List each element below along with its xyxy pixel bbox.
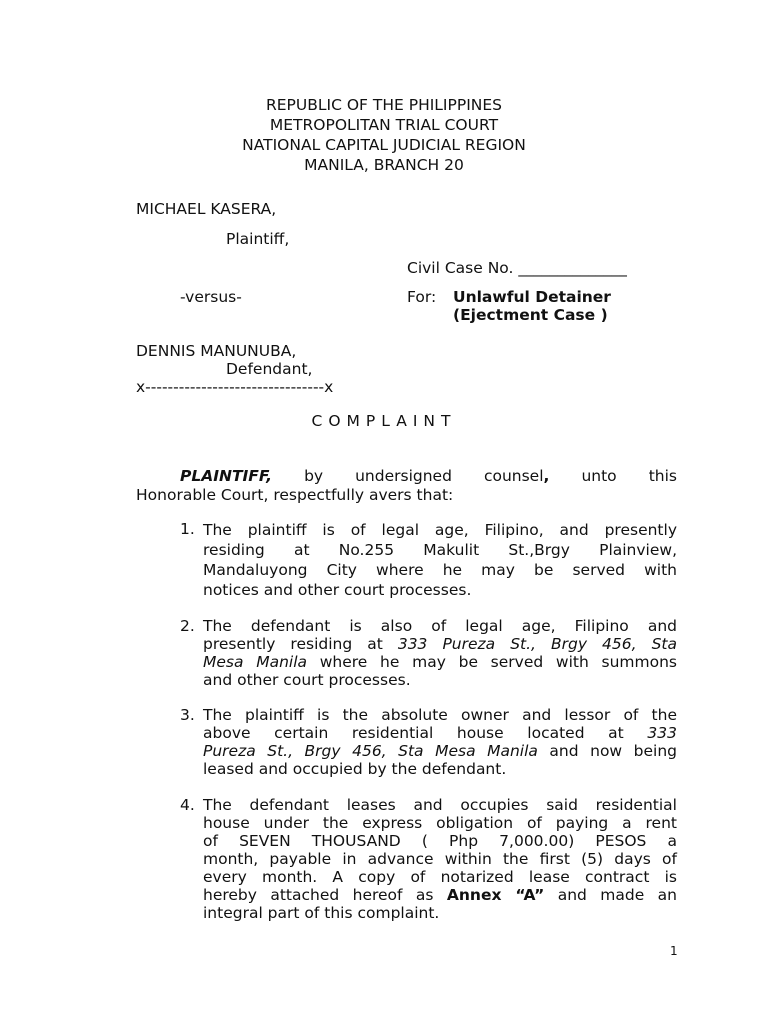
item3-line1: The plaintiff is the absolute owner and lessor of the xyxy=(203,706,677,724)
item1-line4: notices and other court processes. xyxy=(203,581,472,599)
item-number: 2. xyxy=(180,617,195,635)
defendant-name: DENNIS MANUNUBA, xyxy=(136,342,297,360)
document-title: COMPLAINT xyxy=(311,412,457,430)
header-line-republic: REPUBLIC OF THE PHILIPPINES xyxy=(265,96,502,114)
header-line-region: NATIONAL CAPITAL JUDICIAL REGION xyxy=(242,136,526,154)
court-header xyxy=(0,95,768,175)
case-type-line1: Unlawful Detainer xyxy=(453,288,611,306)
annex-a-reference: Annex “A” xyxy=(446,886,545,904)
header-line-branch: MANILA, BRANCH 20 xyxy=(304,156,464,174)
case-type-line2: (Ejectment Case ) xyxy=(453,306,608,324)
item1-line1: The plaintiff is of legal age, Filipino, and presently xyxy=(203,521,677,539)
item4-line2: house under the express obligation of paying a rent xyxy=(203,814,677,832)
property-address-cont: Pureza St., Brgy 456, Sta Mesa Manila xyxy=(203,742,538,760)
item4-line4: month, payable in advance within the first (5) days of xyxy=(203,850,677,868)
header-line-court: METROPOLITAN TRIAL COURT xyxy=(269,116,499,134)
intro-line-2: Honorable Court, respectfully avers that: xyxy=(136,486,454,504)
property-address: 333 xyxy=(647,724,677,742)
item3-line3: Pureza St., Brgy 456, Sta Mesa Manila and now being xyxy=(203,742,677,760)
item1-line2: residing at No.255 Makulit St.,Brgy Plainview, xyxy=(203,541,677,559)
item-number: 3. xyxy=(180,706,195,724)
item4-line6: hereby attached hereof as Annex “A” and made an xyxy=(203,886,677,904)
defendant-label: Defendant, xyxy=(226,360,313,378)
item2-line2: presently residing at 333 Pureza St., Brgy 456, Sta xyxy=(203,635,677,653)
item2-line1: The defendant is also of legal age, Filipino and xyxy=(203,617,677,635)
plaintiff-label: Plaintiff, xyxy=(226,230,290,248)
item2-line3: Mesa Manila where he may be served with summons xyxy=(203,653,678,671)
item3-line2: above certain residential house located at 333 xyxy=(203,724,677,742)
item4-line1: The defendant leases and occupies said residential xyxy=(203,796,677,814)
civil-case-number: Civil Case No. ______________ xyxy=(407,259,627,277)
item2-line4: and other court processes. xyxy=(203,671,411,689)
intro-counsel: by undersigned counsel xyxy=(304,467,544,485)
defendant-address: 333 Pureza St., Brgy 456, Sta xyxy=(397,635,677,653)
versus-label: -versus- xyxy=(180,288,242,306)
page-number: 1 xyxy=(670,944,678,958)
item1-line3: Mandaluyong City where he may be served with xyxy=(203,561,677,579)
intro-unto: unto this xyxy=(581,467,677,485)
intro-comma: , xyxy=(543,467,550,485)
intro-plaintiff: PLAINTIFF, xyxy=(180,467,273,485)
item3-line4: leased and occupied by the defendant. xyxy=(203,760,507,778)
for-label: For: xyxy=(407,288,437,306)
item4-line3: of SEVEN THOUSAND ( Php 7,000.00) PESOS a xyxy=(203,832,677,850)
item4-line7: integral part of this complaint. xyxy=(203,904,440,922)
caption-separator: x--------------------------------x xyxy=(136,378,334,396)
item4-line5: every month. A copy of notarized lease contract is xyxy=(203,868,677,886)
intro-line-1 xyxy=(180,466,677,486)
plaintiff-name: MICHAEL KASERA, xyxy=(136,200,277,218)
item-number: 1. xyxy=(180,520,195,538)
defendant-address-cont: Mesa Manila xyxy=(203,653,308,671)
item-number: 4. xyxy=(180,796,195,814)
